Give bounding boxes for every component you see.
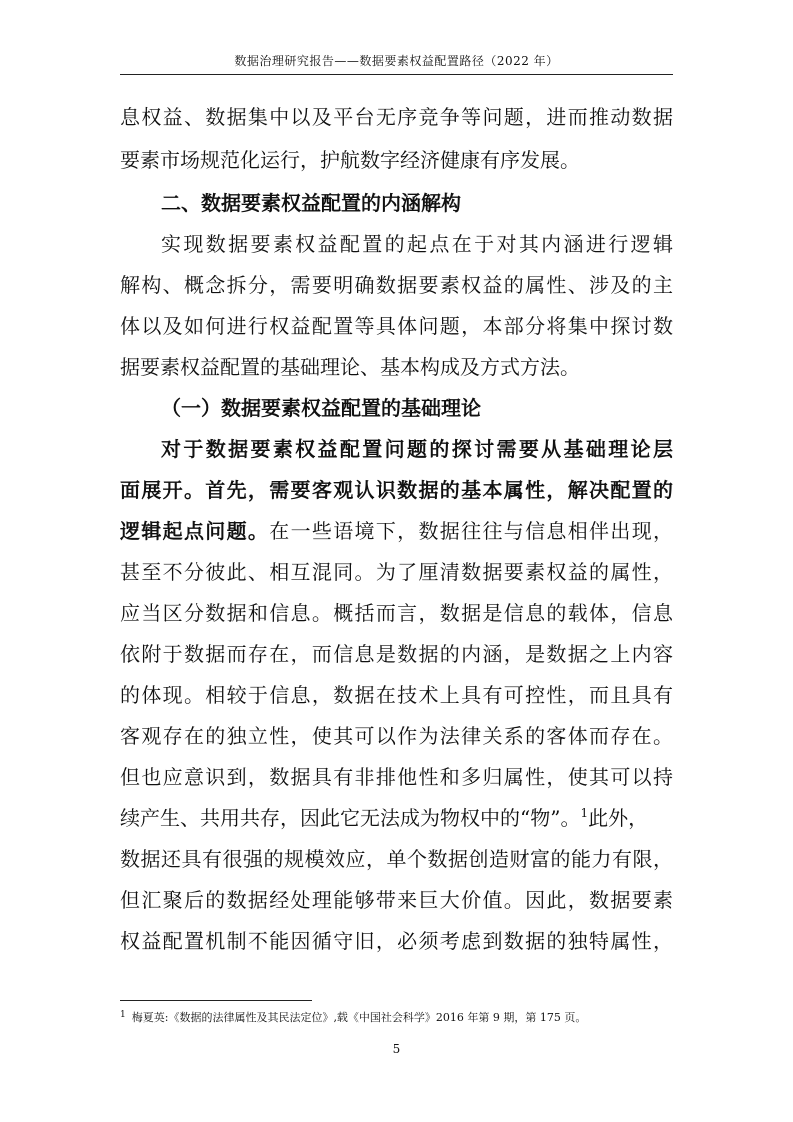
body-line: 权益配置机制不能因循守旧，必须考虑到数据的独特属性， bbox=[120, 929, 673, 953]
body-line: 的体现。相较于信息，数据在技术上具有可控性，而且具有 bbox=[120, 683, 673, 707]
body-line: 数据还具有很强的规模效应，单个数据创造财富的能力有限， bbox=[120, 847, 673, 871]
section-heading: 二、数据要素权益配置的内涵解构 bbox=[161, 191, 461, 215]
footnote-context: 续产生、共用共存，因此它无法成为物权中的“物”。 bbox=[120, 806, 581, 830]
header-divider bbox=[120, 74, 673, 75]
footnote-mark: 1 bbox=[120, 1010, 126, 1020]
subsection-heading: （一）数据要素权益配置的基础理论 bbox=[161, 396, 481, 420]
body-line: 甚至不分彼此、相互混同。为了厘清数据要素权益的属性， bbox=[120, 560, 673, 584]
body-line-bold: 面展开。首先，需要客观认识数据的基本属性，解决配置的 bbox=[120, 478, 673, 502]
body-line: 解构、概念拆分，需要明确数据要素权益的属性、涉及的主 bbox=[120, 273, 673, 297]
regular-phrase: 在一些语境下，数据往往与信息相伴出现， bbox=[269, 519, 673, 543]
footnote-continuation: 此外， bbox=[588, 806, 649, 830]
running-header: 数据治理研究报告——数据要素权益配置路径（2022 年） bbox=[234, 54, 559, 68]
footnote-divider bbox=[120, 1000, 312, 1001]
body-line: 但汇聚后的数据经处理能够带来巨大价值。因此，数据要素 bbox=[120, 888, 673, 912]
footnote-text: 梅夏英:《数据的法律属性及其民法定位》,载《中国社会科学》2016 年第 9 期，第 175 页。 bbox=[131, 1011, 587, 1024]
body-line-bold: 对于数据要素权益配置问题的探讨需要从基础理论层 bbox=[161, 437, 673, 461]
body-line: 依附于数据而存在，而信息是数据的内涵，是数据之上内容 bbox=[120, 642, 673, 666]
body-line: 息权益、数据集中以及平台无序竞争等问题，进而推动数据 bbox=[120, 105, 673, 129]
footnote-reference[interactable]: 1 bbox=[580, 806, 589, 820]
body-line: 客观存在的独立性，使其可以作为法律关系的客体而存在。 bbox=[120, 724, 673, 748]
body-line: 应当区分数据和信息。概括而言，数据是信息的载体，信息 bbox=[120, 601, 673, 625]
footnote bbox=[120, 1010, 673, 1026]
body-line: 体以及如何进行权益配置等具体问题，本部分将集中探讨数 bbox=[120, 314, 673, 338]
page-number: 5 bbox=[392, 1042, 401, 1056]
body-line: 实现数据要素权益配置的起点在于对其内涵进行逻辑 bbox=[161, 232, 673, 256]
bold-phrase: 逻辑起点问题。 bbox=[120, 519, 270, 543]
body-line: 要素市场规范化运行，护航数字经济健康有序发展。 bbox=[120, 148, 580, 172]
body-line-with-footnote bbox=[120, 802, 673, 834]
body-line-mixed bbox=[120, 515, 673, 547]
body-line: 但也应意识到，数据具有非排他性和多归属性，使其可以持 bbox=[120, 765, 673, 789]
body-line: 据要素权益配置的基础理论、基本构成及方式方法。 bbox=[120, 355, 580, 379]
